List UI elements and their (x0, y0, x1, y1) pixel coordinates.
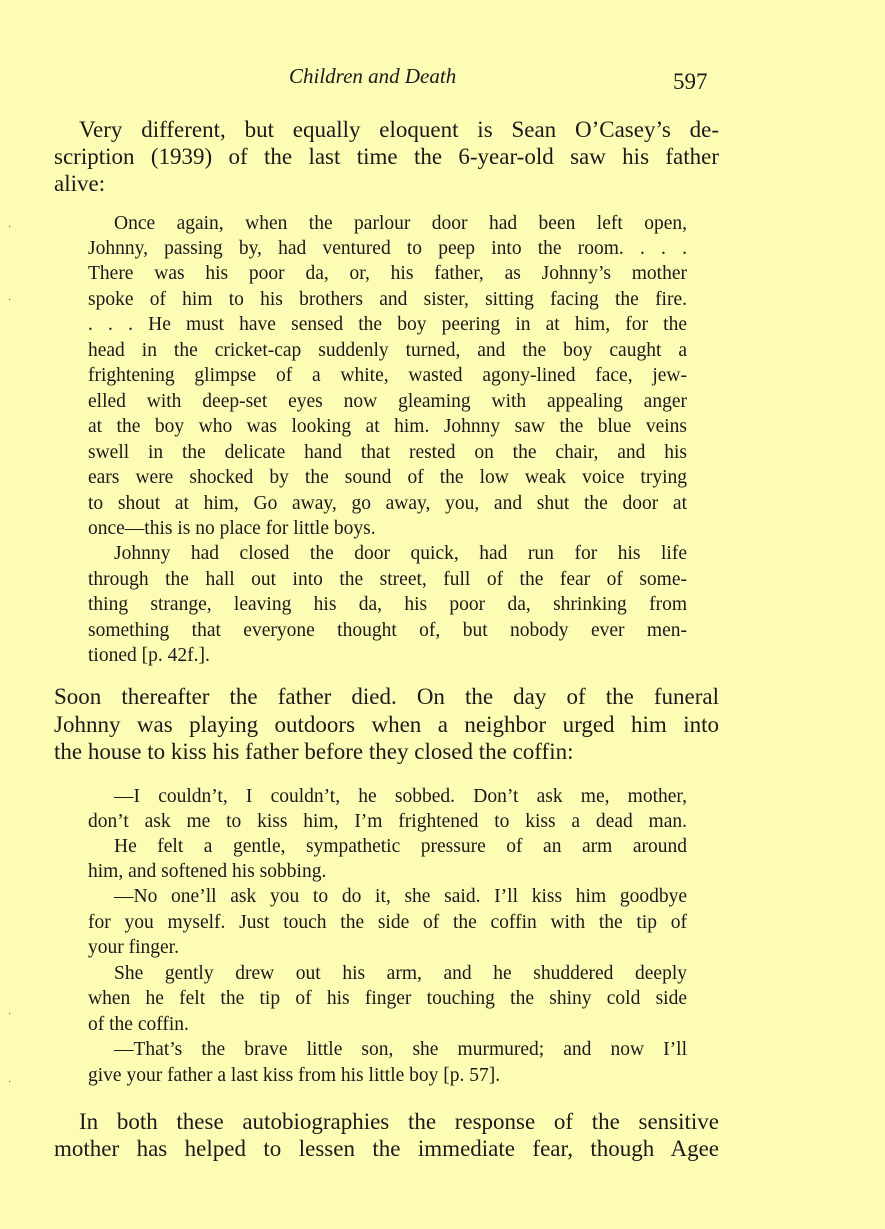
quote-line: tioned [p. 42f.]. (88, 645, 210, 666)
quote-line: —I couldn’t, I couldn’t, he sobbed. Don’t ask me, mother, (114, 786, 687, 807)
quote-line: —No one’ll ask you to do it, she said. I’ll kiss him goodbye (114, 886, 687, 907)
margin-mark: · (8, 1077, 12, 1088)
text-line: In both these autobiographies the response of the sensitive (79, 1109, 719, 1134)
quote-line: elled with deep-set eyes now gleaming with appealing anger (88, 391, 687, 412)
quote-line: him, and softened his sobbing. (88, 861, 327, 882)
text-line: mother has helped to lessen the immediate fear, though Agee (54, 1136, 719, 1161)
text-line: Very different, but equally eloquent is Sean O’Casey’s de- (79, 117, 719, 142)
quote-line: Johnny, passing by, had ventured to peep into the room. . . . (88, 238, 687, 259)
text-line: scription (1939) of the last time the 6-year-old saw his father (54, 144, 719, 169)
quote-line: your finger. (88, 937, 179, 958)
quote-line: give your father a last kiss from his little boy [p. 57]. (88, 1065, 501, 1086)
quote-line: at the boy who was looking at him. Johnny saw the blue veins (88, 416, 687, 437)
text-line: alive: (54, 171, 106, 196)
quote-line: . . . He must have sensed the boy peering in at him, for the (88, 314, 687, 335)
quote-line: spoke of him to his brothers and sister, sitting facing the fire. (88, 289, 687, 310)
quote-line: through the hall out into the street, full of the fear of some- (88, 569, 687, 590)
quote-line: to shout at him, Go away, go away, you, and shut the door at (88, 493, 687, 514)
quote-line: something that everyone thought of, but nobody ever men- (88, 620, 687, 641)
text-line: the house to kiss his father before they closed the coffin: (54, 739, 574, 764)
margin-mark: · (8, 1009, 12, 1020)
margin-mark: · (8, 222, 12, 233)
quote-line: once—this is no place for little boys. (88, 518, 376, 539)
quote-line: ears were shocked by the sound of the low weak voice trying (88, 467, 687, 488)
quote-line: He felt a gentle, sympathetic pressure of an arm around (114, 836, 687, 857)
quote-line: frightening glimpse of a white, wasted agony-lined face, jew- (88, 365, 687, 386)
margin-mark: · (8, 295, 12, 306)
quote-line: head in the cricket-cap suddenly turned, and the boy caught a (88, 340, 687, 361)
quote-line: don’t ask me to kiss him, I’m frightened to kiss a dead man. (88, 811, 687, 832)
quote-line: thing strange, leaving his da, his poor da, shrinking from (88, 594, 687, 615)
quote-line: There was his poor da, or, his father, as Johnny’s mother (88, 263, 687, 284)
quote-line: for you myself. Just touch the side of the coffin with the tip of (88, 912, 687, 933)
quote-line: —That’s the brave little son, she murmured; and now I’ll (114, 1039, 687, 1060)
quote-line: Once again, when the parlour door had been left open, (114, 213, 687, 234)
quote-line: She gently drew out his arm, and he shuddered deeply (114, 963, 687, 984)
quote-line: of the coffin. (88, 1014, 189, 1035)
running-head-title: Children and Death (289, 64, 457, 88)
text-line: Johnny was playing outdoors when a neighbor urged him into (54, 712, 719, 737)
quote-line: swell in the delicate hand that rested on the chair, and his (88, 442, 687, 463)
quote-line: when he felt the tip of his finger touching the shiny cold side (88, 988, 687, 1009)
text-line: Soon thereafter the father died. On the day of the funeral (54, 684, 719, 709)
quote-line: Johnny had closed the door quick, had run for his life (114, 543, 687, 564)
page-number: 597 (673, 69, 708, 94)
